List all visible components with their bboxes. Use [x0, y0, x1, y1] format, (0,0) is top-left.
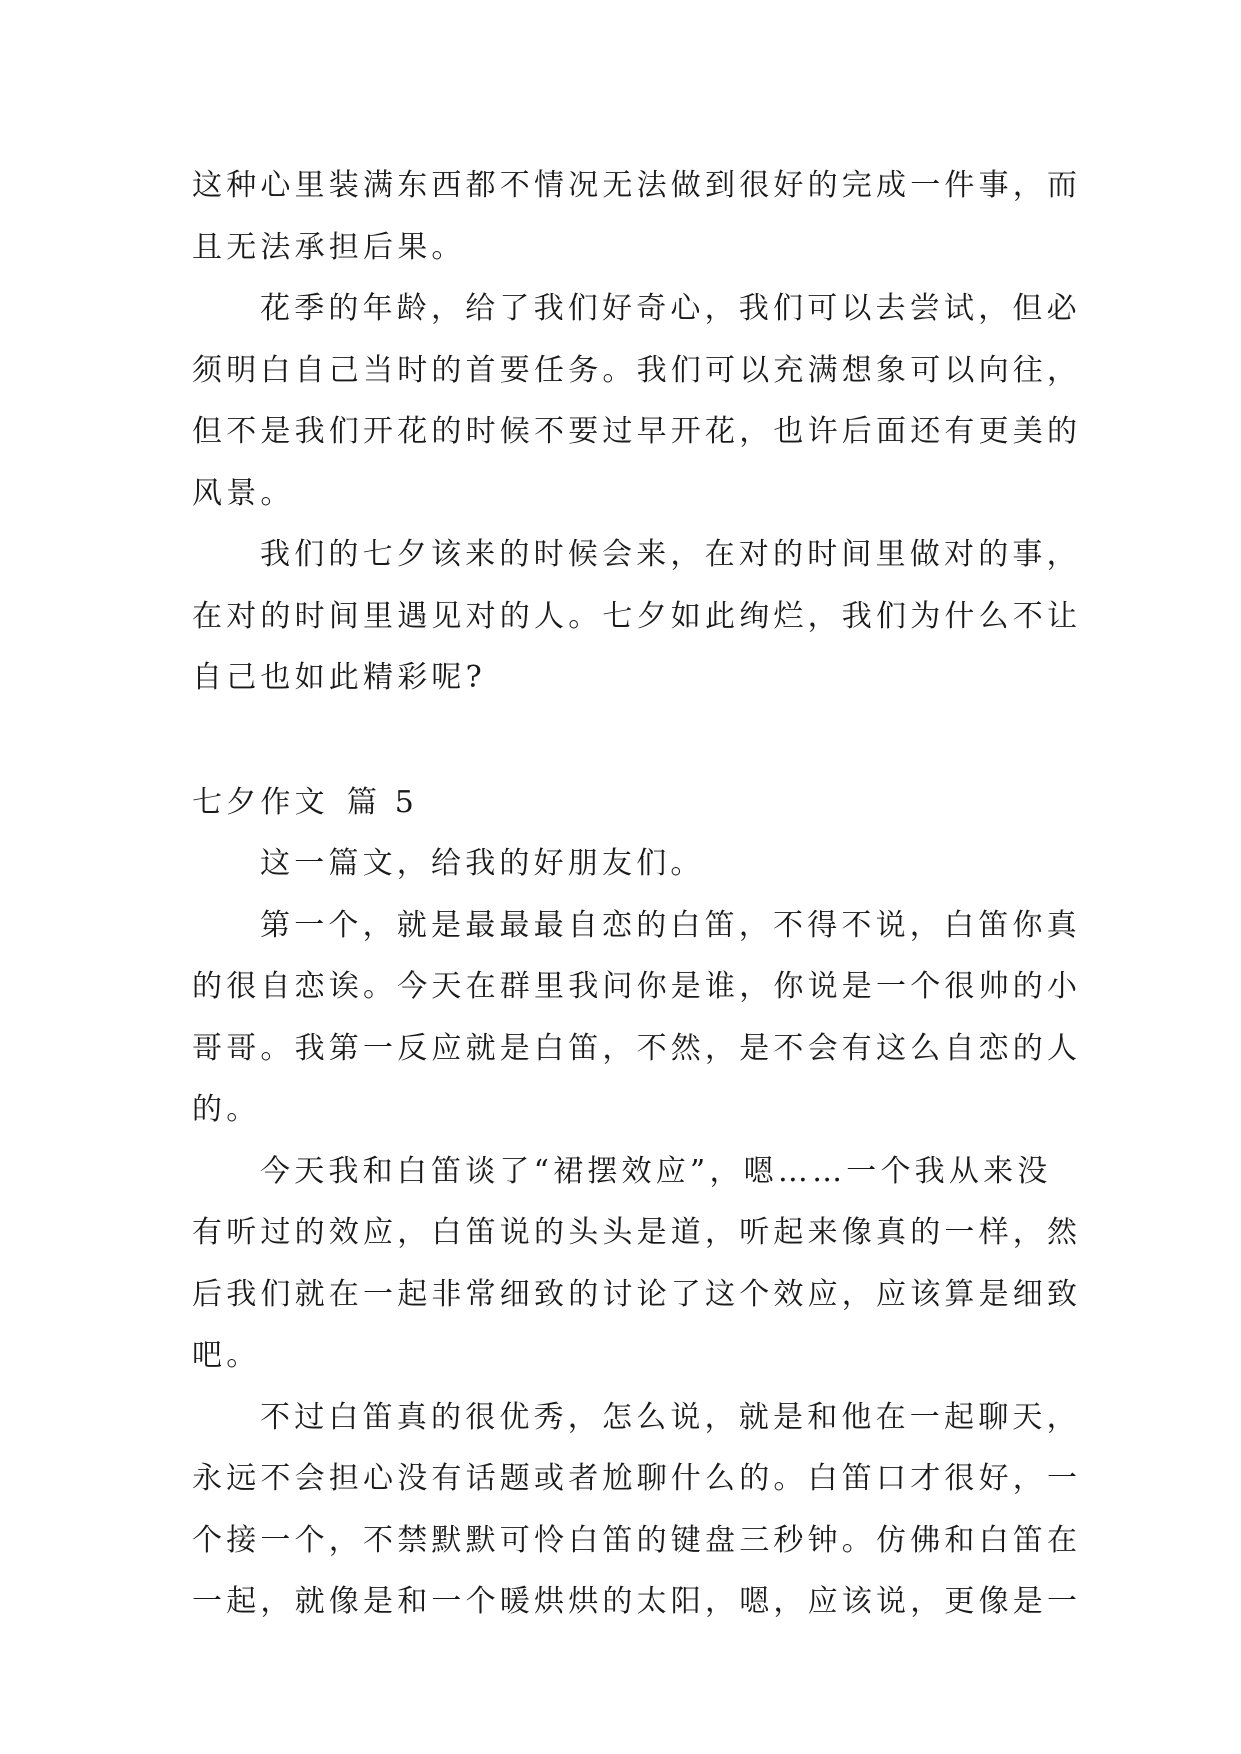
heading-part-number: 篇 5: [346, 784, 419, 820]
text-line: 第一个，就是最最最自恋的白笛，不得不说，白笛你真: [260, 907, 1081, 943]
paragraph: [192, 1387, 1082, 1633]
paragraph: [192, 895, 1082, 1141]
document-page: [192, 155, 1082, 1633]
section-heading: [192, 772, 1052, 834]
paragraph: [192, 278, 1082, 524]
paragraph: [192, 155, 1082, 278]
paragraph: [192, 524, 1082, 709]
text-line: 花季的年龄，给了我们好奇心，我们可以去尝试，但必: [260, 291, 1081, 326]
text-line: 的。: [192, 1092, 261, 1127]
text-line: 这种心里装满东西都不情况无法做到很好的完成一件事，而: [192, 168, 1082, 203]
paragraph: [192, 1141, 1082, 1387]
text-line: 风景。: [192, 475, 295, 511]
text-line: 须明白自己当时的首要任务。我们可以充满想象可以向往，: [192, 352, 1082, 388]
text-line: 今天我和白笛谈了“裙摆效应”，嗯……一个我从来没: [260, 1153, 1052, 1189]
text-line: 一起，就像是和一个暖烘烘的太阳，嗯，应该说，更像是一: [192, 1584, 1082, 1619]
text-line: 我们的七夕该来的时候会来，在对的时间里做对的事，: [260, 537, 1081, 572]
text-line: 在对的时间里遇见对的人。七夕如此绚烂，我们为什么不让: [192, 598, 1082, 634]
paragraph: [192, 833, 1052, 895]
text-line: 的很自恋诶。今天在群里我问你是谁，你说是一个很帅的小: [192, 969, 1082, 1004]
heading-title: 七夕作文: [192, 784, 329, 820]
text-line: 但不是我们开花的时候不要过早开花，也许后面还有更美的: [192, 414, 1082, 449]
text-line: 后我们就在一起非常细致的讨论了这个效应，应该算是细致: [192, 1276, 1082, 1312]
text-line: 吧。: [192, 1338, 261, 1373]
text-line: 个接一个，不禁默默可怜白笛的键盘三秒钟。仿佛和白笛在: [192, 1522, 1082, 1558]
text-line: 有听过的效应，白笛说的头头是道，听起来像真的一样，然: [192, 1215, 1082, 1250]
text-line: 且无法承担后果。: [192, 229, 466, 265]
text-line: 这一篇文，给我的好朋友们。: [260, 846, 705, 881]
text-line: 哥哥。我第一反应就是白笛，不然，是不会有这么自恋的人: [192, 1030, 1082, 1066]
text-line: 永远不会担心没有话题或者尬聊什么的。白笛口才很好，一: [192, 1461, 1082, 1496]
text-line: 自己也如此精彩呢?: [192, 660, 486, 695]
text-line: 不过白笛真的很优秀，怎么说，就是和他在一起聊天，: [260, 1399, 1081, 1435]
